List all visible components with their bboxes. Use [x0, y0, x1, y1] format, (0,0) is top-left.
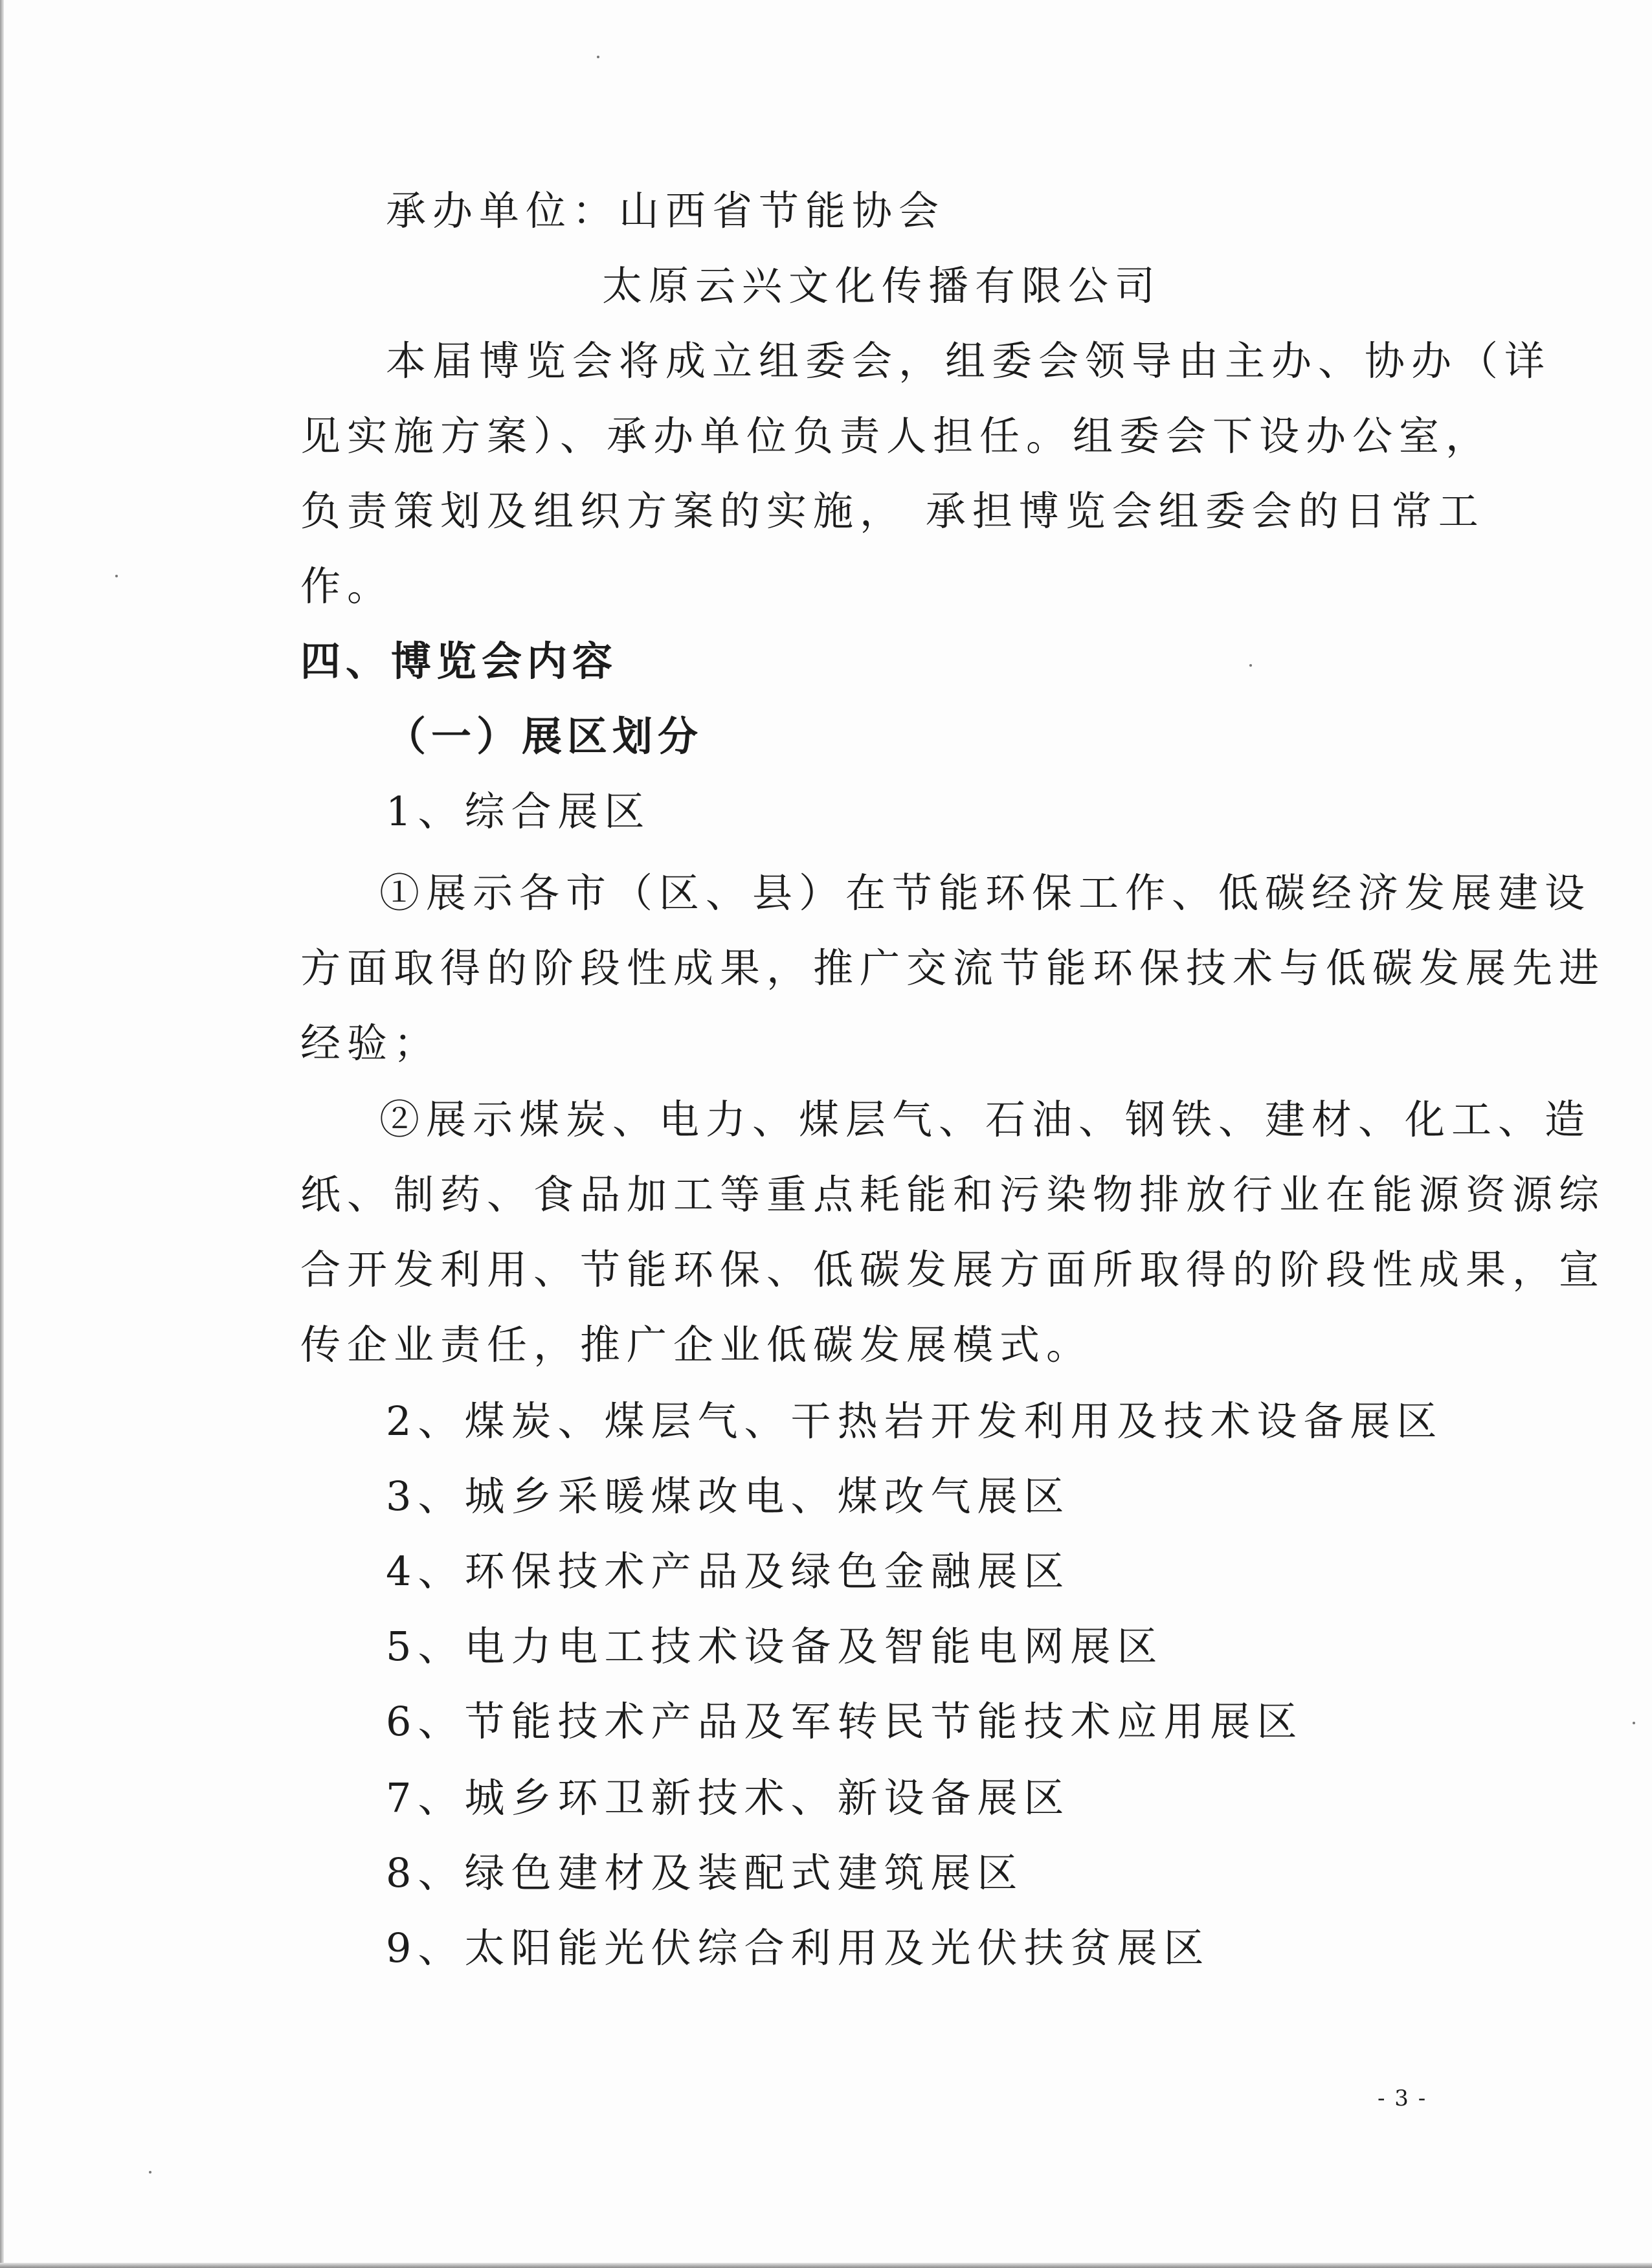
- organizer-second-line: 太原云兴文化传播有限公司: [602, 262, 1162, 309]
- paragraph-line: 合开发利用、节能环保、低碳发展方面所取得的阶段性成果，宣: [300, 1246, 1606, 1293]
- zone-item: 7、城乡环卫新技术、新设备展区: [386, 1774, 1071, 1821]
- paragraph-line: ①展示各市（区、县）在节能环保工作、低碳经济发展建设: [379, 869, 1592, 917]
- paragraph-line: 方面取得的阶段性成果，推广交流节能环保技术与低碳发展先进: [300, 944, 1606, 992]
- subsection-heading: （一）展区划分: [386, 713, 704, 760]
- zone-item: 6、节能技术产品及军转民节能技术应用展区: [386, 1698, 1304, 1745]
- paragraph-line: 纸、制药、食品加工等重点耗能和污染物排放行业在能源资源综: [300, 1171, 1606, 1218]
- scan-edge-left: [0, 0, 4, 2268]
- zone-item: 4、环保技术产品及绿色金融展区: [386, 1548, 1071, 1595]
- paragraph-line: 传企业责任，推广企业低碳发展模式。: [300, 1321, 1093, 1368]
- scan-speck: [1249, 664, 1252, 667]
- zone-item: 5、电力电工技术设备及智能电网展区: [386, 1623, 1164, 1670]
- page-number: - 3 -: [1378, 2085, 1427, 2111]
- paragraph-line: 作。: [300, 562, 394, 610]
- paragraph-line: 经验；: [300, 1019, 441, 1067]
- zone-item: 3、城乡采暖煤改电、煤改气展区: [386, 1473, 1071, 1520]
- scan-speck: [115, 575, 118, 577]
- zone-item: 9、太阳能光伏综合利用及光伏扶贫展区: [386, 1924, 1211, 1972]
- section-heading: 四、博览会内容: [300, 638, 618, 685]
- scan-speck: [149, 2171, 151, 2174]
- zone-item: 8、绿色建材及装配式建筑展区: [386, 1849, 1024, 1896]
- zone-item: 2、煤炭、煤层气、干热岩开发利用及技术设备展区: [386, 1397, 1444, 1445]
- paragraph-line: 本届博览会将成立组委会，组委会领导由主办、协办（详: [386, 337, 1552, 384]
- paragraph-line: 负责策划及组织方案的实施， 承担博览会组委会的日常工: [300, 487, 1485, 535]
- scan-speck: [597, 56, 599, 58]
- paragraph-line: 见实施方案）、承办单位负责人担任。组委会下设办公室，: [300, 412, 1493, 460]
- scan-edge-bottom: [0, 2263, 1652, 2268]
- zone-title: 1、综合展区: [386, 788, 651, 835]
- scan-speck: [1633, 1722, 1635, 1724]
- organizer-line: 承办单位：山西省节能协会: [386, 187, 946, 234]
- paragraph-line: ②展示煤炭、电力、煤层气、石油、钢铁、建材、化工、造: [379, 1096, 1592, 1143]
